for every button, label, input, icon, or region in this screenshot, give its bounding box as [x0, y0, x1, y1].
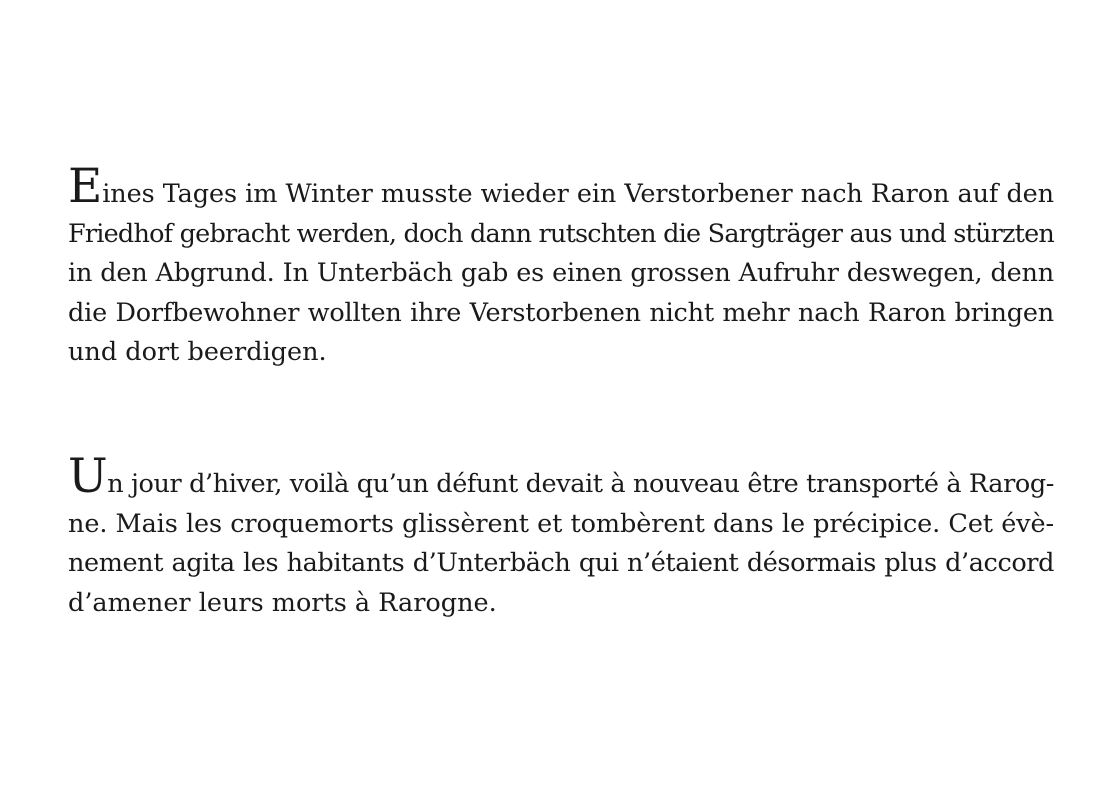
paragraph-line	[68, 449, 1054, 505]
paragraph-line	[68, 159, 1054, 215]
paragraph-line: in den Abgrund. In Unterbäch gab es einen grossen Aufruhr deswegen, denn	[68, 258, 1054, 288]
line-text: n jour d’hiver, voilà qu’un défunt devait à nouveau être transporté à Rarog-	[107, 469, 1054, 499]
paragraph-line: d’amener leurs morts à Rarogne.	[68, 587, 497, 618]
initial-letter: E	[68, 159, 103, 214]
paragraph-line: und dort beerdigen.	[68, 337, 327, 367]
line-text: ines Tages im Winter musste wieder ein Verstorbener nach Raron auf den	[102, 179, 1054, 209]
paragraph-line: Friedhof gebracht werden, doch dann rutschten die Sargträger aus und stürzten	[68, 218, 1054, 249]
french-paragraph	[68, 449, 1054, 623]
german-paragraph	[68, 159, 1054, 373]
paragraph-line: die Dorfbewohner wollten ihre Verstorbenen nicht mehr nach Raron bringen	[68, 297, 1054, 328]
initial-letter: U	[68, 449, 108, 504]
paragraph-line: ne. Mais les croquemorts glissèrent et tombèrent dans le précipice. Cet évè-	[68, 508, 1054, 539]
paragraph-line: nement agita les habitants d’Unterbäch qui n’étaient désormais plus d’accord	[68, 548, 1054, 578]
